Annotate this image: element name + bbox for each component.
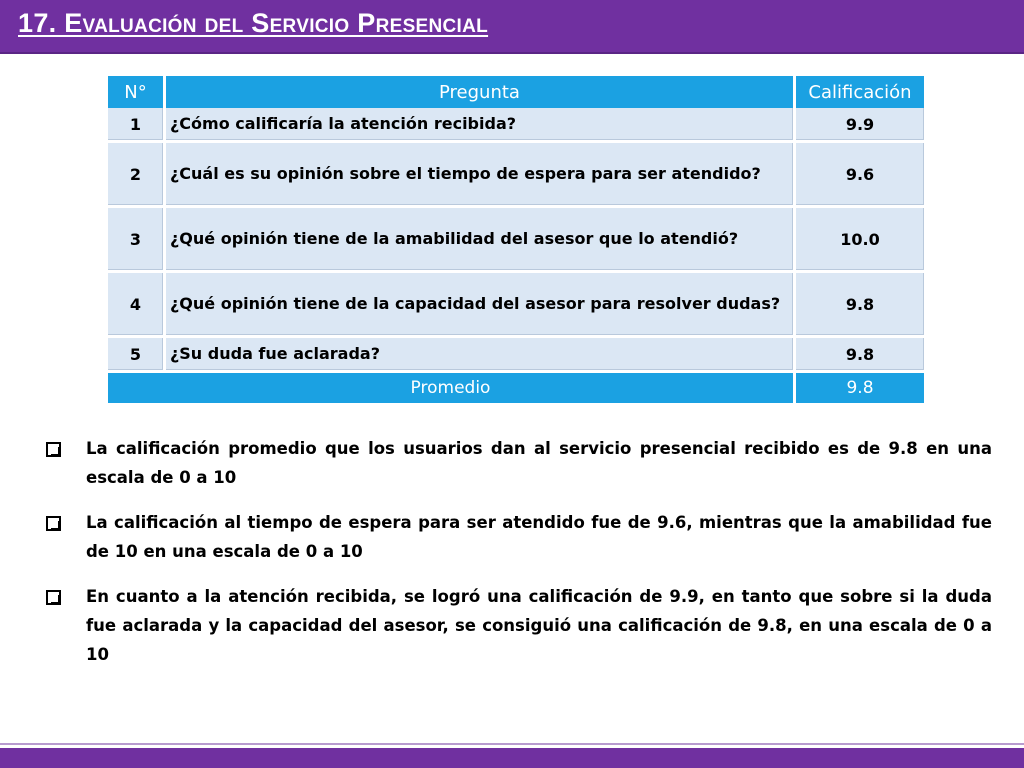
footer-divider — [0, 743, 1024, 745]
checkbox-bullet-icon — [46, 442, 61, 457]
checkbox-bullet-icon — [46, 516, 61, 531]
table-row — [108, 208, 924, 273]
row-score: 9.6 — [796, 143, 924, 208]
row-question: ¿Cuál es su opinión sobre el tiempo de espera para ser atendido? — [166, 143, 796, 208]
row-score: 9.8 — [796, 273, 924, 338]
row-number: 5 — [108, 338, 166, 373]
row-question: ¿Cómo calificaría la atención recibida? — [166, 108, 796, 143]
row-question: ¿Qué opinión tiene de la amabilidad del asesor que lo atendió? — [166, 208, 796, 273]
bullet-text: La calificación promedio que los usuarios dan al servicio presencial recibido es de 9.8 en una escala de 0 a 10 — [86, 439, 992, 487]
row-score: 9.8 — [796, 338, 924, 373]
row-score: 9.9 — [796, 108, 924, 143]
bullet-text: La calificación al tiempo de espera para ser atendido fue de 9.6, mientras que la amabilidad fue de 10 en una escala de 0 a 10 — [86, 513, 992, 561]
survey-table — [108, 76, 924, 406]
average-row — [108, 373, 924, 406]
table-header-row — [108, 76, 924, 108]
table-row — [108, 273, 924, 338]
page-title: 17. Evaluación del Servicio Presencial — [18, 8, 489, 38]
column-header-number: N° — [108, 76, 166, 108]
average-label: Promedio — [108, 373, 796, 406]
title-bar — [0, 0, 1024, 54]
row-number: 4 — [108, 273, 166, 338]
table-row — [108, 143, 924, 208]
table-row — [108, 108, 924, 143]
checkbox-bullet-icon — [46, 590, 61, 605]
row-number: 1 — [108, 108, 166, 143]
column-header-question: Pregunta — [166, 76, 796, 108]
average-value: 9.8 — [796, 373, 924, 406]
row-score: 10.0 — [796, 208, 924, 273]
list-item — [44, 508, 992, 566]
bullet-text: En cuanto a la atención recibida, se logró una calificación de 9.9, en tanto que sobre si la duda fue aclarada y la capacidad del asesor, se consiguió una calificación de 9.8, en una escala de 0 a 10 — [86, 587, 992, 664]
row-number: 2 — [108, 143, 166, 208]
footer-bar — [0, 748, 1024, 768]
list-item — [44, 582, 992, 669]
row-question: ¿Su duda fue aclarada? — [166, 338, 796, 373]
list-item — [44, 434, 992, 492]
table-row — [108, 338, 924, 373]
bullet-list — [44, 434, 992, 685]
column-header-score: Calificación — [796, 76, 924, 108]
row-number: 3 — [108, 208, 166, 273]
row-question: ¿Qué opinión tiene de la capacidad del asesor para resolver dudas? — [166, 273, 796, 338]
